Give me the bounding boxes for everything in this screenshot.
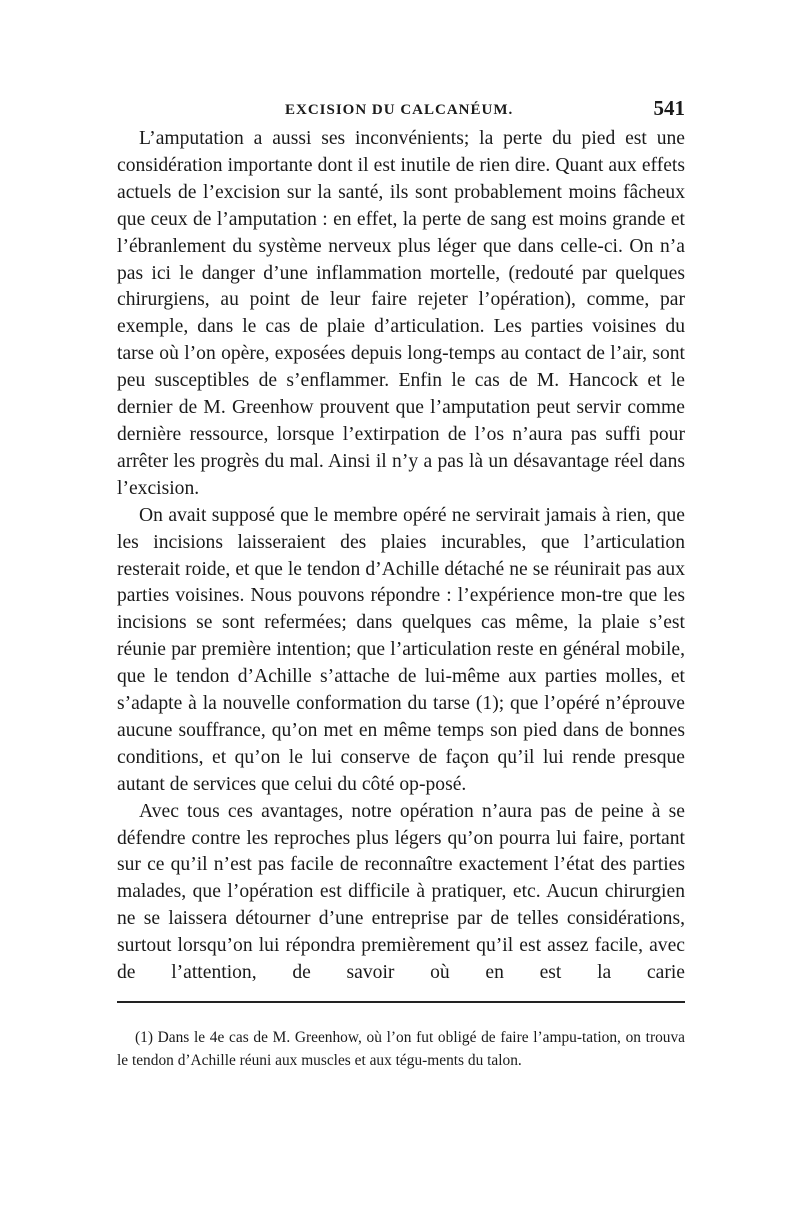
running-title: EXCISION DU CALCANÉUM.	[285, 102, 514, 118]
paragraph-amputation-inconvenients: L’amputation a aussi ses inconvénients; la perte du pied est une considération importante dont il est inutile de rien dire. Quant aux effets actuels de l’excision sur la santé, ils sont probablement moins fâcheux que ceux de l’amputation : en effet, la perte de sang est moins grande et l’ébranlement du système nerveux plus léger que dans celle-ci. On n’a pas ici le danger d’une inflammation mortelle, (redouté par quelques chirurgiens, au point de leur faire rejeter l’opération), comme, par exemple, dans le cas de plaie d’articulation. Les parties voisines du tarse où l’on opère, exposées depuis long-temps au contact de l’air, sont peu susceptibles de s’enflammer. Enfin le cas de M. Hancock et le dernier de M. Greenhow prouvent que l’amputation peut servir comme dernière ressource, lorsque l’extirpation de l’os n’aura pas suffi pour arrêter les progrès du mal. Ainsi il n’y a pas là un désavantage réel dans l’excision.	[117, 128, 685, 499]
running-head	[117, 96, 685, 126]
paragraph-avantages: Avec tous ces avantages, notre opération n’aura pas de peine à se défendre contre les reproches plus légers qu’on pourra lui faire, portant sur ce qu’il n’est pas facile de reconnaître exactement l’état des parties malades, que l’opération est difficile à pratiquer, etc. Aucun chirurgien ne se laissera détourner d’une entreprise par de telles considérations, surtout lorsqu’on lui répondra premièrement qu’il est assez facile, avec de l’attention, de savoir où en est la carie	[117, 800, 685, 984]
body-text	[117, 126, 685, 987]
book-page	[117, 96, 685, 1072]
paragraph-membre-opere: On avait supposé que le membre opéré ne servirait jamais à rien, que les incisions laisseraient des plaies incurables, que l’articulation resterait roide, et que le tendon d’Achille détaché ne se réunirait pas aux parties voisines. Nous pouvons répondre : l’expérience mon-tre que les incisions se sont refermées; dans quelques cas même, la plaie s’est réunie par première intention; que l’articulation reste en général mobile, que le tendon d’Achille s’attache de lui-même aux parties molles, et s’adapte à la nouvelle conformation du tarse (1); que l’opéré n’éprouve aucune souffrance, qu’on met en même temps son pied dans de bonnes conditions, et qu’on le lui conserve de façon qu’il lui rende presque autant de services que celui du côté op-posé.	[117, 504, 685, 795]
footnote-rule	[117, 1001, 685, 1003]
page-number: 541	[653, 96, 685, 120]
footnote: (1) Dans le 4e cas de M. Greenhow, où l’on fut obligé de faire l’ampu-tation, on trouva le tendon d’Achille réuni aux muscles et aux tégu-ments du talon.	[117, 1029, 685, 1069]
